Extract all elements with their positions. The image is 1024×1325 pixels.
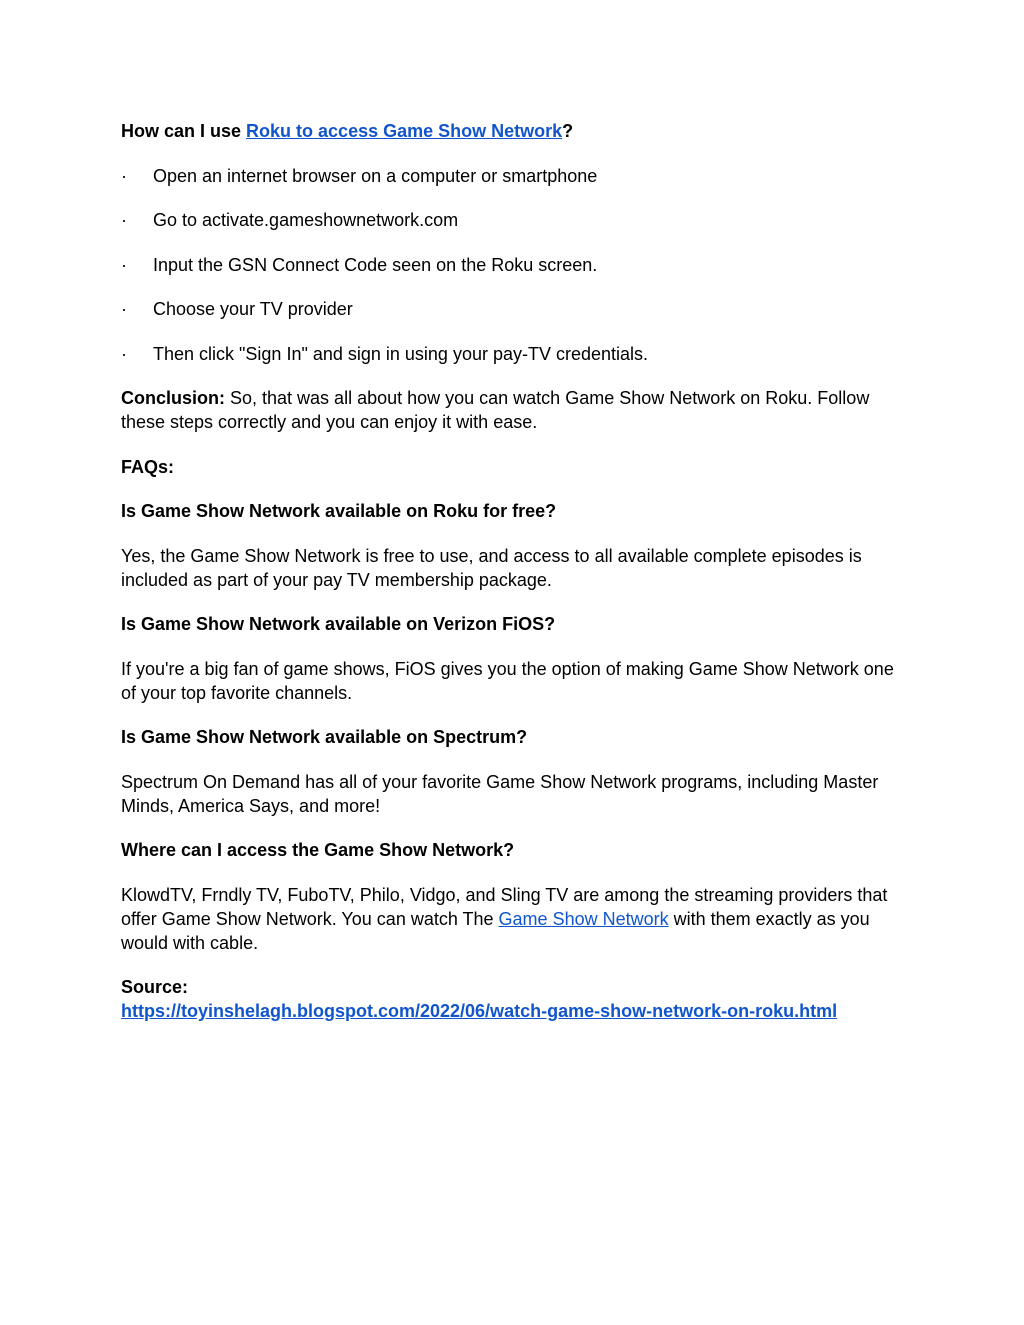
bullet-dot: · [121, 210, 127, 230]
bullet-dot: · [121, 254, 127, 275]
step-text: Then click "Sign In" and sign in using your pay-TV credentials. [153, 343, 649, 364]
step-text: Open an internet browser on a computer or smartphone [153, 165, 598, 186]
faq-answer-text: with them exactly as you would with cable. [121, 908, 870, 953]
source-label: Source: [121, 977, 189, 997]
faq-answer: Yes, the Game Show Network is free to use, and access to all available complete episodes is included as part of your pay TV membership package. [121, 545, 862, 590]
faqs-heading: FAQs: [121, 456, 175, 477]
step-item [121, 297, 911, 321]
bullet-dot: · [121, 299, 127, 319]
step-text: Go to activate.gameshownetwork.com [153, 210, 459, 230]
bullet-dot: · [121, 165, 127, 186]
step-text: Choose your TV provider [153, 299, 353, 319]
intro-question [121, 119, 911, 143]
faq-answer-text: KlowdTV, Frndly TV, FuboTV, Philo, Vidgo, and Sling TV are among the streaming providers that offer Game Show Network. You can watch The [121, 884, 888, 929]
intro-suffix: ? [562, 121, 574, 141]
faq-answer: Spectrum On Demand has all of your favorite Game Show Network programs, including Master Minds, America Says, and more! [121, 771, 879, 816]
intro-prefix: How can I use [121, 121, 247, 141]
step-item [121, 164, 911, 188]
step-item [121, 342, 911, 366]
source-block [121, 975, 911, 1023]
faq-answer [121, 883, 911, 955]
roku-gsn-link[interactable]: Roku to access Game Show Network [246, 121, 563, 141]
faq-question: Is Game Show Network available on Verizon FiOS? [121, 614, 556, 634]
source-url-link[interactable]: https://toyinshelagh.blogspot.com/2022/06/watch-game-show-network-on-roku.html [121, 1001, 838, 1021]
bullet-dot: · [121, 343, 127, 364]
step-item [121, 208, 911, 232]
faq-question: Is Game Show Network available on Roku for free? [121, 501, 557, 521]
game-show-network-link[interactable]: Game Show Network [498, 908, 669, 929]
faq-answer: If you're a big fan of game shows, FiOS gives you the option of making Game Show Network one of your top favorite channels. [121, 658, 894, 703]
document-body [121, 119, 911, 1044]
conclusion-text: So, that was all about how you can watch Game Show Network on Roku. Follow these steps correctly and you can enjoy it with ease. [121, 388, 870, 432]
faq-question: Where can I access the Game Show Network? [121, 840, 515, 860]
conclusion-label: Conclusion: [121, 388, 225, 408]
step-text: Input the GSN Connect Code seen on the Roku screen. [153, 254, 598, 275]
conclusion-paragraph [121, 386, 911, 434]
faq-question: Is Game Show Network available on Spectrum? [121, 727, 528, 747]
step-item [121, 253, 911, 277]
